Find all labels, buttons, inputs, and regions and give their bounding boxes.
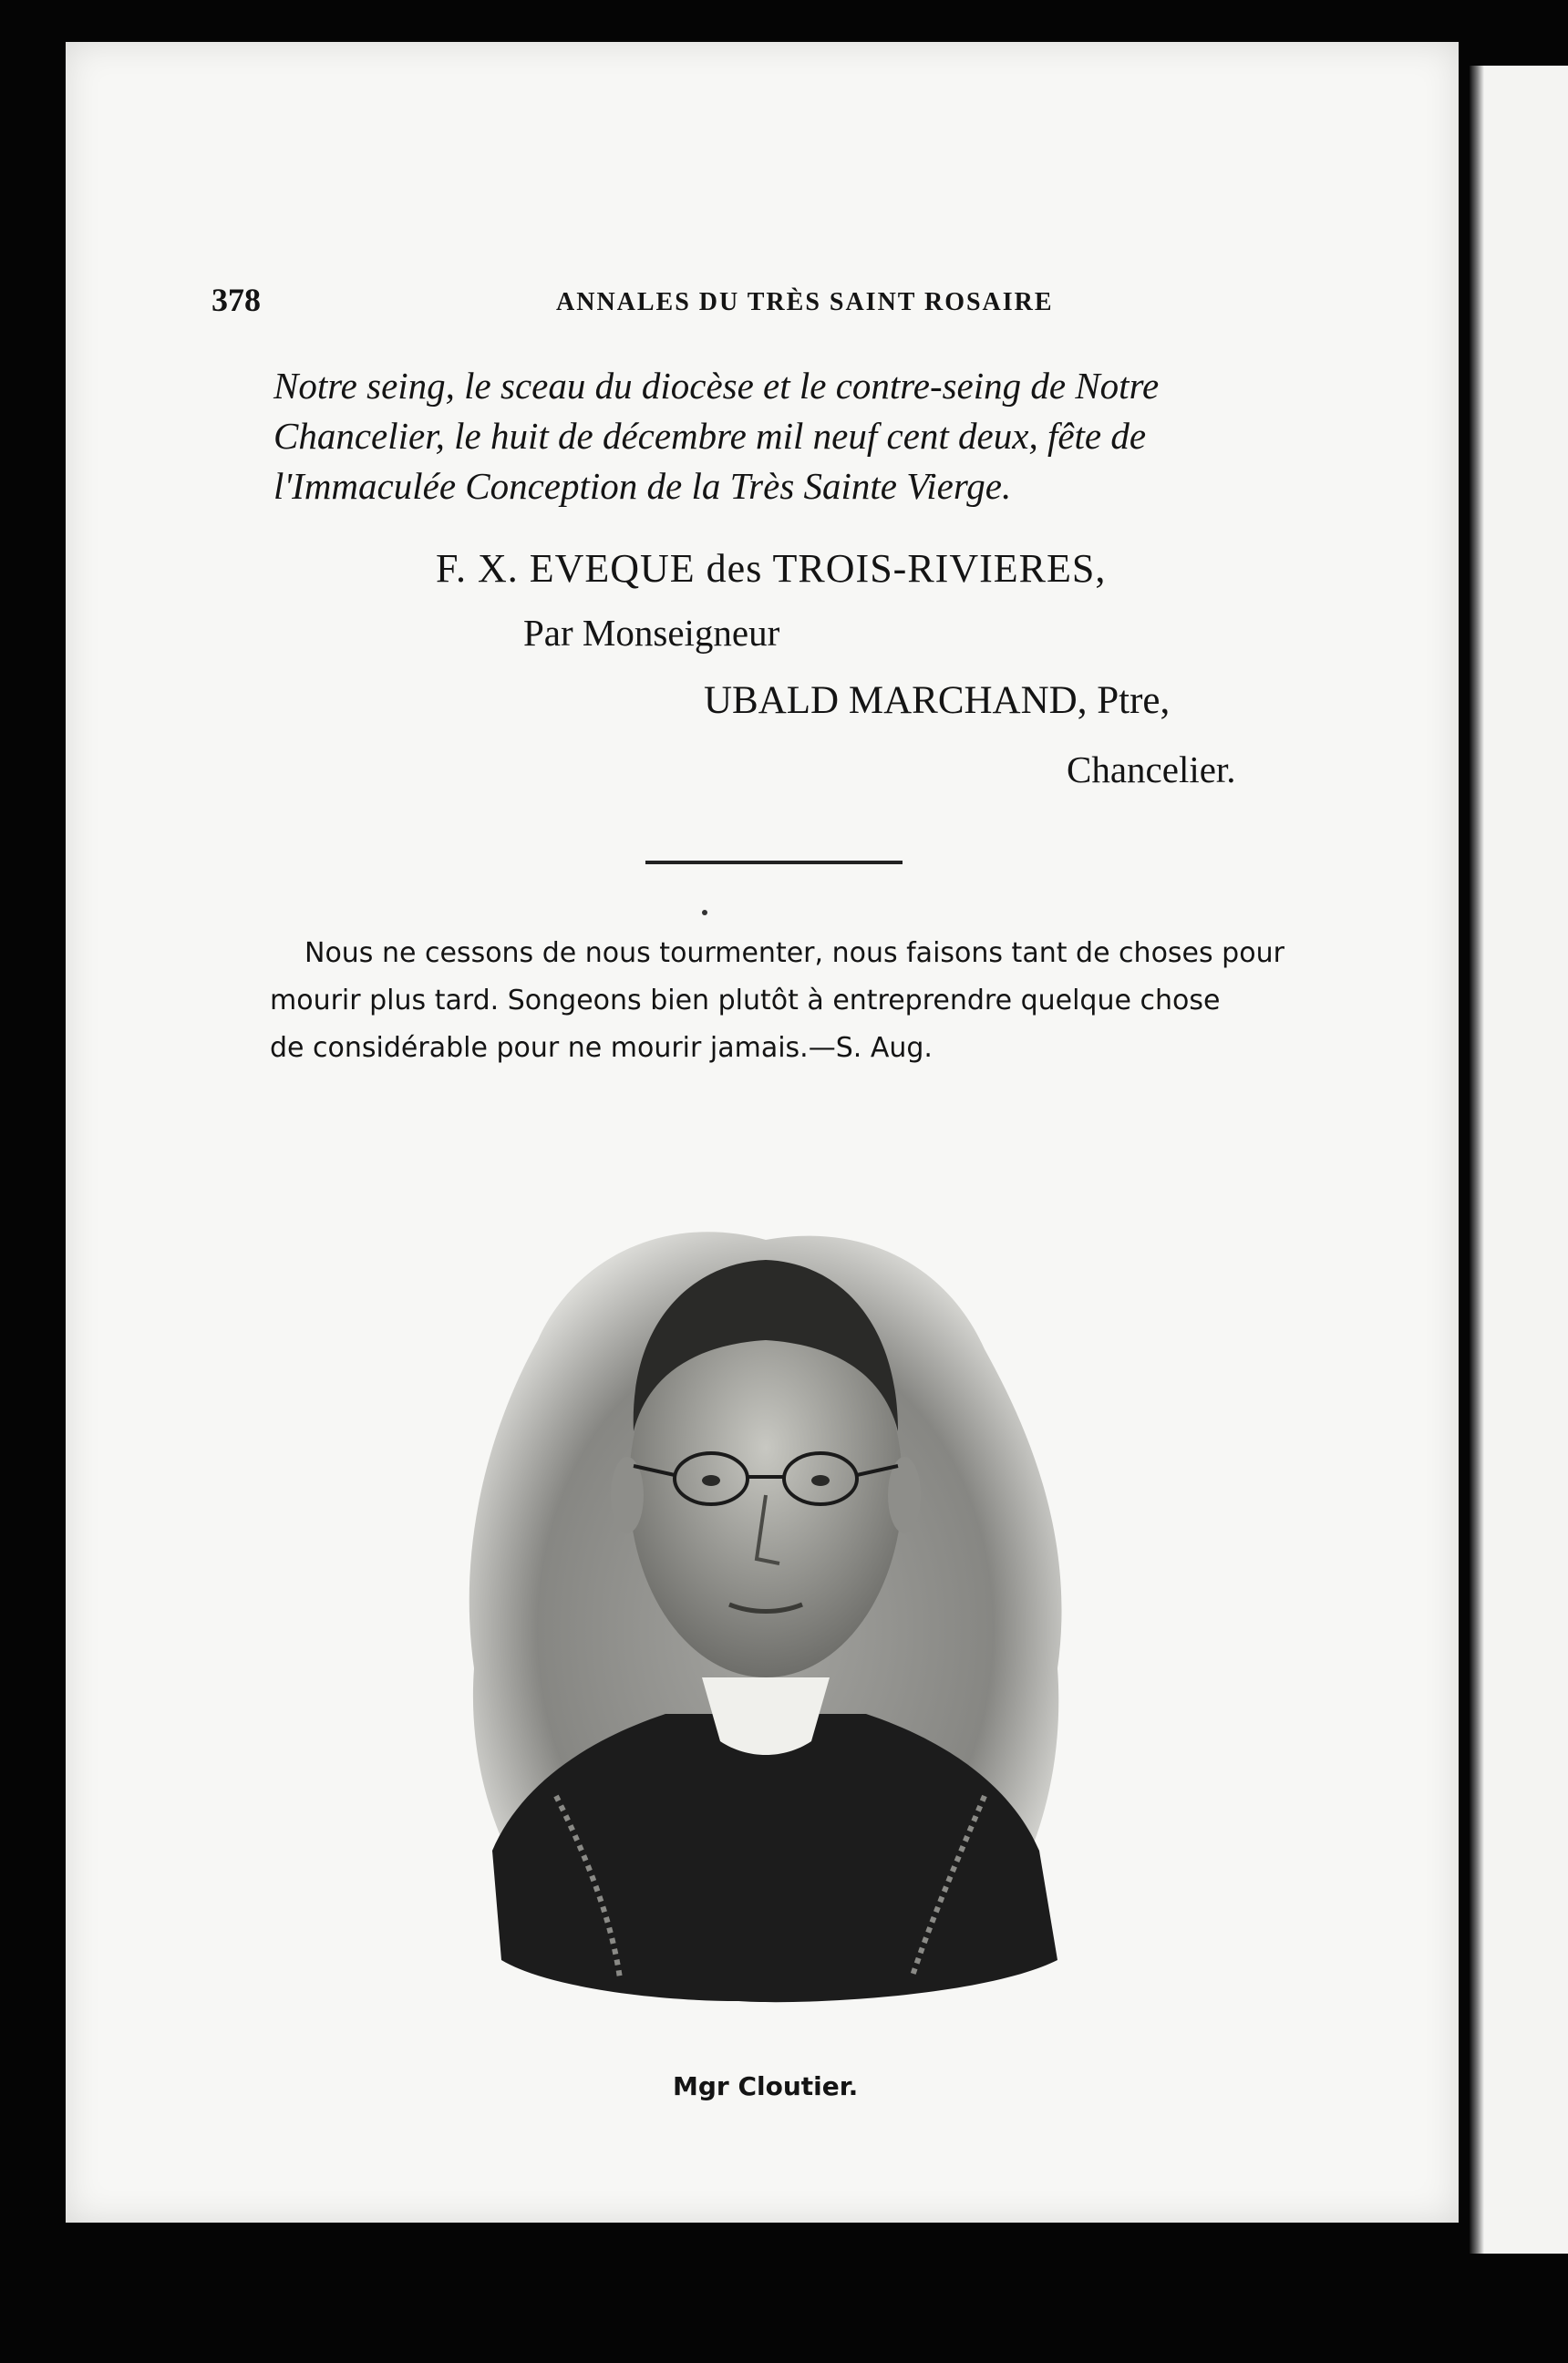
decree-closing-text xyxy=(273,361,1285,511)
quote-line: mourir plus tard. Songeons bien plutôt à entreprendre quelque chose xyxy=(270,985,1221,1016)
section-divider xyxy=(645,861,903,864)
gutter-shadow xyxy=(1470,66,1484,2254)
secretary-signature: UBALD MARCHAND, Ptre, xyxy=(704,679,1171,722)
decree-line: l'Immaculée Conception de la Très Sainte Vierge. xyxy=(273,465,1012,507)
portrait-caption: Mgr Cloutier. xyxy=(673,2071,859,2101)
page-number: 378 xyxy=(211,282,261,318)
facing-page-edge xyxy=(1470,66,1568,2254)
by-order-line: Par Monseigneur xyxy=(523,612,780,654)
quote-line: de considérable pour ne mourir jamais.—S. Aug. xyxy=(270,1032,933,1064)
augustine-quote xyxy=(270,930,1291,1072)
running-head: ANNALES DU TRÈS SAINT ROSAIRE xyxy=(556,288,1054,316)
secretary-title: Chancelier. xyxy=(1067,748,1236,790)
quote-line: Nous ne cessons de nous tourmenter, nous faisons tant de choses pour xyxy=(304,937,1284,969)
decree-line: Notre seing, le sceau du diocèse et le contre-seing de Notre xyxy=(273,365,1160,407)
decree-line: Chancelier, le huit de décembre mil neuf cent deux, fête de xyxy=(273,415,1147,457)
ink-speck xyxy=(702,910,707,915)
portrait-photo xyxy=(438,1158,1094,2006)
bishop-signature: F. X. EVEQUE des TROIS-RIVIERES, xyxy=(436,546,1107,591)
